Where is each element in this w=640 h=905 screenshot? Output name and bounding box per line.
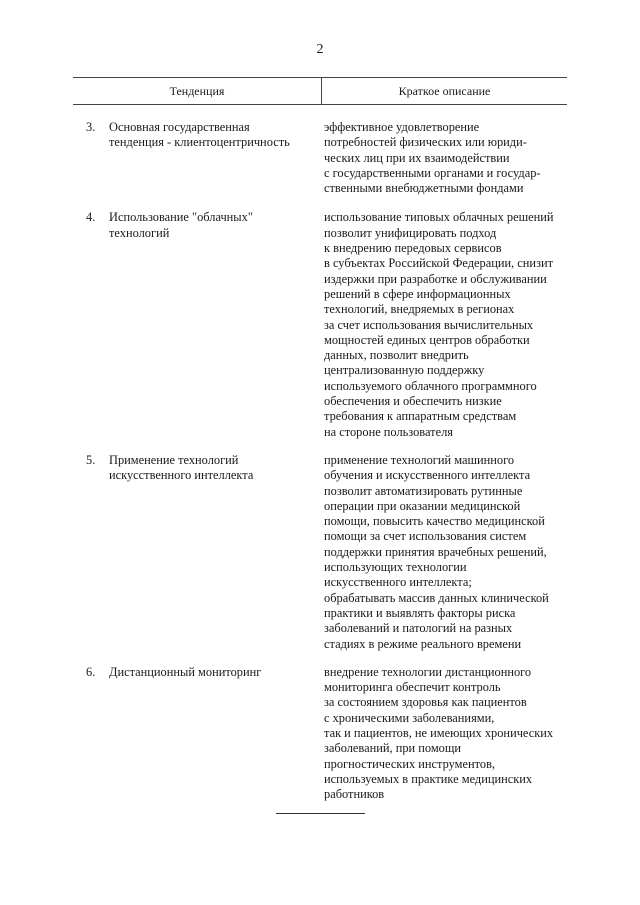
table-row: [0, 210, 640, 439]
row-number: 4.: [86, 210, 96, 225]
description-line: с государственными органами и государ-: [324, 165, 541, 180]
row-description: [324, 665, 569, 803]
description-line: данных, позволит внедрить: [324, 348, 469, 363]
description-line: требования к аппаратным средствам: [324, 409, 517, 424]
description-line: за состоянием здоровья как пациентов: [324, 695, 527, 710]
description-line: обрабатывать массив данных клинической: [324, 590, 549, 605]
header-description: Краткое описание: [398, 83, 491, 98]
row-number: 5.: [86, 452, 96, 467]
description-line: помощи за счет использования систем: [324, 529, 527, 544]
table-row: [0, 665, 640, 803]
description-line: используемых в практике медицинских: [324, 771, 533, 786]
header-trend: Тенденция: [73, 78, 322, 104]
description-line: использующих технологии: [324, 560, 467, 575]
trend-name-line: технологий: [109, 225, 170, 240]
description-line: используемого облачного программного: [324, 378, 537, 393]
description-line: в субъектах Российской Федерации, снизит: [324, 256, 554, 271]
row-description: [324, 120, 569, 196]
description-line: искусственного интеллекта;: [324, 575, 472, 590]
description-line: использование типовых облачных решений: [324, 210, 554, 225]
description-line: эффективное удовлетворение: [324, 120, 480, 134]
description-line: заболеваний, при помощи: [324, 741, 462, 756]
description-line: обучения и искусственного интеллекта: [324, 468, 531, 483]
description-line: поддержки принятия врачебных решений,: [324, 544, 547, 559]
description-line: потребностей физических или юриди-: [324, 135, 527, 150]
page-number: 2: [316, 42, 324, 57]
table-row: [0, 453, 640, 652]
description-line: обеспечения и обеспечить низкие: [324, 394, 502, 409]
table-body: [0, 120, 640, 802]
description-line: внедрение технологии дистанционного: [324, 664, 532, 679]
description-line: за счет использования вычислительных: [324, 317, 534, 332]
description-line: заболеваний и патологий на разных: [324, 621, 513, 636]
end-rule: [276, 813, 365, 814]
description-line: централизованную поддержку: [324, 363, 485, 378]
description-line: позволит автоматизировать рутинные: [324, 483, 523, 498]
description-line: на стороне пользователя: [324, 424, 453, 439]
description-line: помощи, повысить качество медицинской: [324, 514, 545, 529]
trend-name-line: Дистанционный мониторинг: [109, 664, 262, 679]
description-line: применение технологий машинного: [324, 452, 515, 467]
description-line: так и пациентов, не имеющих хронических: [324, 725, 554, 740]
description-line: мощностей единых центров обработки: [324, 332, 530, 347]
description-line: технологий, внедряемых в регионах: [324, 302, 515, 317]
table-row: [0, 120, 640, 196]
description-line: решений в сфере информационных: [324, 286, 511, 301]
description-line: с хроническими заболеваниями,: [324, 710, 495, 725]
description-line: ственными внебюджетными фондами: [324, 181, 524, 196]
description-line: операции при оказании медицинской: [324, 498, 521, 513]
trend-name-line: Применение технологий: [109, 452, 239, 467]
row-description: [324, 210, 569, 439]
description-line: к внедрению передовых сервисов: [324, 241, 502, 256]
trend-name-line: тенденция - клиентоцентричность: [109, 135, 290, 150]
row-trend-name: [109, 210, 309, 241]
row-trend-name: [109, 120, 309, 151]
description-line: ческих лиц при их взаимодействии: [324, 150, 510, 165]
row-number: 6.: [86, 664, 96, 679]
description-line: позволит унифицировать подход: [324, 225, 497, 240]
description-line: издержки при разработке и обслуживании: [324, 271, 547, 286]
row-trend-name: [109, 453, 309, 484]
row-number: 3.: [86, 120, 96, 134]
table-header: [73, 77, 567, 105]
description-line: практики и выявлять факторы риска: [324, 605, 516, 620]
description-line: стадиях в режиме реального времени: [324, 636, 522, 651]
row-description: [324, 453, 569, 652]
description-line: прогностических инструментов,: [324, 756, 496, 771]
trend-name-line: искусственного интеллекта: [109, 468, 254, 483]
description-line: работников: [324, 787, 385, 802]
row-trend-name: [109, 665, 309, 680]
trend-name-line: Использование "облачных": [109, 210, 253, 225]
description-line: мониторинга обеспечит контроль: [324, 680, 501, 695]
trend-name-line: Основная государственная: [109, 120, 250, 134]
